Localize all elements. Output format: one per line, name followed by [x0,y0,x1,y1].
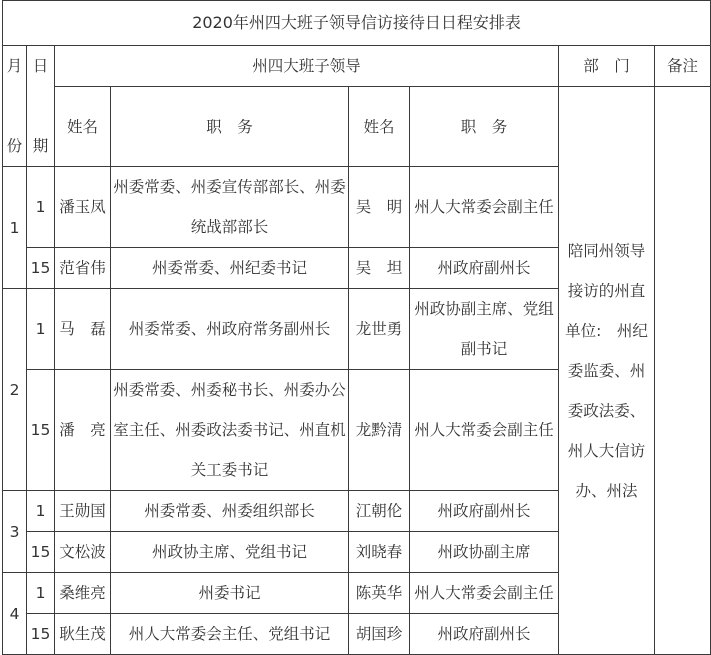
note-cell [655,87,711,655]
duty1-header: 职 务 [111,87,349,167]
name2-cell: 陈英华 [349,573,410,614]
day-cell: 1 [27,491,55,532]
month-cell: 1 [3,167,27,289]
duty2-cell: 州政府副州长 [410,248,559,289]
duty1-cell: 州政协主席、党组书记 [111,532,349,573]
day-cell: 15 [27,614,55,655]
name1-cell: 王勋国 [55,491,111,532]
month-cell: 3 [3,491,27,573]
schedule-table [2,0,711,655]
duty1-cell: 州委书记 [111,573,349,614]
duty1-cell: 州委常委、州委宣传部部长、州委统战部部长 [111,167,349,248]
duty2-header: 职 务 [410,87,559,167]
duty1-cell: 州委常委、州委组织部长 [111,491,349,532]
duty2-cell: 州人大常委会副主任 [410,573,559,614]
day-cell: 1 [27,573,55,614]
dept-header: 部 门 [559,46,655,87]
duty2-cell: 州人大常委会副主任 [410,370,559,491]
month-header-bottom: 份 [6,137,23,155]
month-header [3,46,27,167]
duty1-cell: 州委常委、州纪委书记 [111,248,349,289]
day-header-bottom: 期 [32,137,49,155]
note-header: 备注 [655,46,711,87]
duty2-cell: 州政府副州长 [410,614,559,655]
duty2-cell: 州政府副州长 [410,491,559,532]
duty1-cell: 州人大常委会主任、党组书记 [111,614,349,655]
dept-cell: 陪同州领导接访的州直单位: 州纪委监委、州委政法委、州人大信访办、州法 [559,87,655,655]
name1-cell: 桑维亮 [55,573,111,614]
month-cell: 4 [3,573,27,655]
day-header-top: 日 [32,57,49,75]
day-cell: 1 [27,167,55,248]
name2-cell: 龙黔清 [349,370,410,491]
duty1-cell: 州委常委、州政府常务副州长 [111,289,349,370]
duty2-cell: 州政协副主席 [410,532,559,573]
name2-cell: 吴 坦 [349,248,410,289]
day-header [27,46,55,167]
name2-cell: 刘晓春 [349,532,410,573]
day-cell: 15 [27,532,55,573]
duty1-cell: 州委常委、州委秘书长、州委办公室主任、州委政法委书记、州直机关工委书记 [111,370,349,491]
name1-cell: 文松波 [55,532,111,573]
duty2-cell: 州人大常委会副主任 [410,167,559,248]
name1-cell: 潘 亮 [55,370,111,491]
day-cell: 1 [27,289,55,370]
duty2-cell: 州政协副主席、党组副书记 [410,289,559,370]
name1-cell: 马 磊 [55,289,111,370]
day-cell: 15 [27,248,55,289]
table-title: 2020年州四大班子领导信访接待日日程安排表 [3,1,711,46]
name2-cell: 胡国珍 [349,614,410,655]
name2-cell: 龙世勇 [349,289,410,370]
name2-cell: 江朝伦 [349,491,410,532]
leaders-group-header: 州四大班子领导 [55,46,559,87]
month-cell: 2 [3,289,27,491]
name2-cell: 吴 明 [349,167,410,248]
name1-header: 姓名 [55,87,111,167]
name2-header: 姓名 [349,87,410,167]
name1-cell: 耿生茂 [55,614,111,655]
name1-cell: 范省伟 [55,248,111,289]
day-cell: 15 [27,370,55,491]
name1-cell: 潘玉凤 [55,167,111,248]
month-header-top: 月 [6,57,23,75]
